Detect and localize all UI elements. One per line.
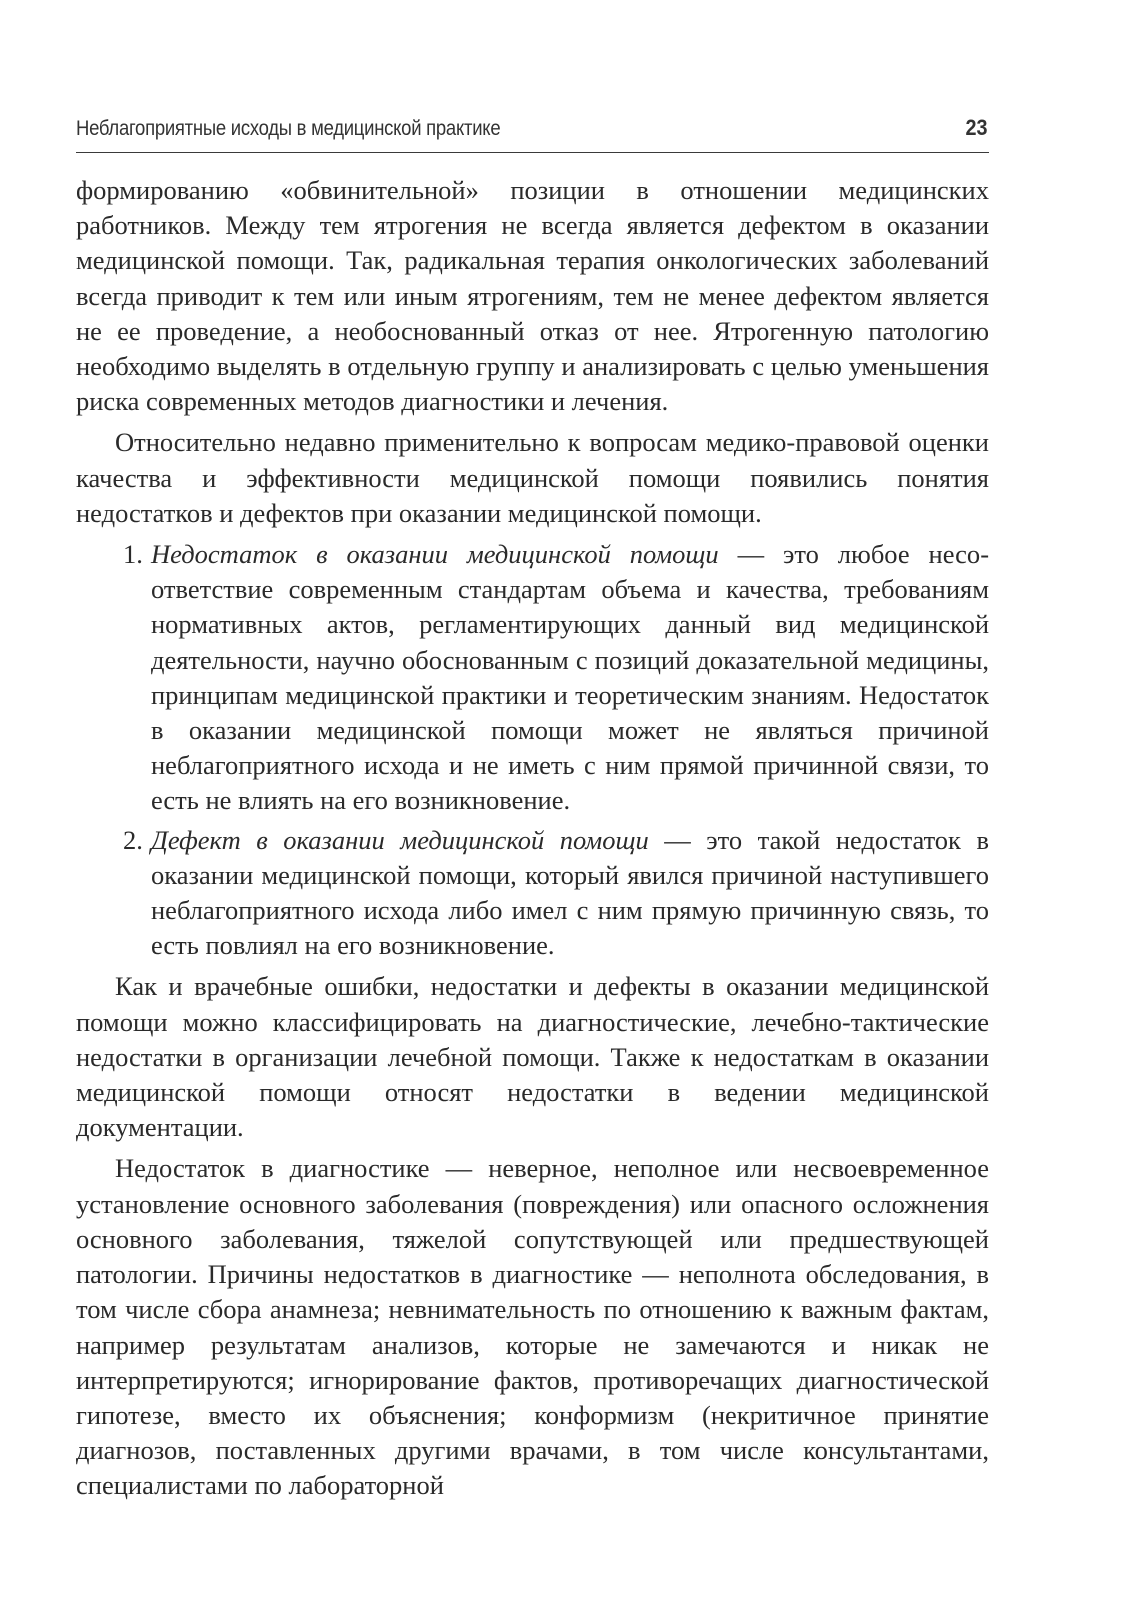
running-title: Неблагоприятные исходы в медицинской практике — [76, 116, 501, 140]
paragraph-continuation: формированию «обвинительной» позиции в отношении медицинских работников. Между тем ятрогения не всегда является дефектом в оказании медицинской помощи. Так, радикальная терапия онкологических заболеваний всегда приводит к тем или иным ятрогениям, тем не менее дефектом является не ее проведение, а необоснованный отказ от нее. Ятрогенную патологию необходимо выделять в отдельную группу и анализировать с целью уменьшения риска современных методов диагностики и лечения. — [76, 175, 989, 417]
page-number: 23 — [964, 115, 987, 140]
definition-defect: — это такой недостаток в оказании медицинской помощи, который явился причиной наступившего неблагоприятного исхода либо имел с ним прямую причинную связь, то есть повлиял на его возникновение. — [151, 824, 989, 961]
term-defect: Дефект в оказании медицинской помощи — [151, 824, 649, 855]
list-item-number: 2. — [123, 824, 143, 855]
term-shortcoming: Недостаток в оказании медицинской помощи — [151, 539, 719, 570]
list-item-number: 1. — [123, 539, 143, 570]
paragraph-definitions-intro: Относительно недавно применительно к вопросам медико-правовой оценки качества и эффективности медицинской помощи появились понятия недостатков и дефектов при оказании медицинской помощи. — [76, 427, 989, 528]
paragraph-diagnostics: Недостаток в диагностике — неверное, неполное или несвоевременное установление основного заболевания (повреждения) или опасного осложнения основного заболевания, тяжелой сопутствующей или предшествующей патологии. Причины недостатков в диагностике — неполнота обследования, в том числе сбора анамнеза; невнимательность по отношению к важным фактам, например результатам анализов, которые не замечаются и никак не интерпретируются; игнорирование фактов, противоречащих диагностической гипотезе, вместо их объяснения; конформизм (некритичное принятие диагнозов, поставленных другими врачами, в том числе консультантами, специалистами по лабораторной — [76, 1153, 989, 1501]
definition-shortcoming: — это любое несоответствие современным стандартам объема и качества, требованиям нормативных актов, регламентирующих данный вид медицинской деятельности, научно обоснованным с позиций доказательной медицины, принципам медицинской практики и теоретическим знаниям. Недостаток в оказании медицинской помощи может не являться причиной неблагоприятного исхода и не иметь с ним прямой причинной связи, то есть не влиять на его возникновение. — [151, 539, 990, 816]
running-header — [76, 112, 989, 153]
list-item-defect — [76, 823, 989, 964]
list-item-shortcoming — [76, 537, 989, 819]
paragraph-classification: Как и врачебные ошибки, недостатки и дефекты в оказании медицинской помощи можно классифицировать на диагностические, лечебно-тактические недостатки в организации лечебной помощи. Также к недостаткам в оказании медицинской помощи относят недостатки в ведении медицинской документации. — [76, 971, 989, 1143]
body-text — [76, 173, 989, 1504]
definitions-list — [76, 537, 989, 963]
